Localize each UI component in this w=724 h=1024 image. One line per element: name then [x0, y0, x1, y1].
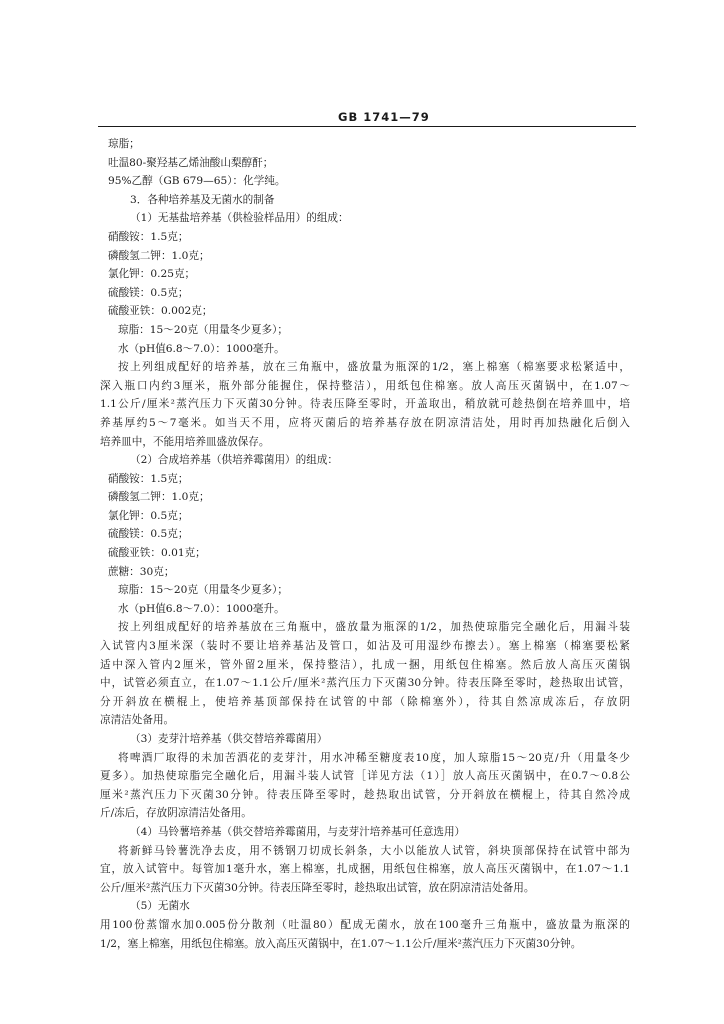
text-line: 夏多）。加热使琼脂完全融化后，用漏斗装人试管［详见方法（1）］放人高压灭菌锅中，在0.7～0.8公	[100, 770, 630, 783]
text-line: 硫酸亚铁：0.002克；	[108, 305, 213, 318]
text-line: 吐温80-聚羟基乙烯油酸山梨醇酐；	[108, 156, 274, 169]
text-line: 95%乙醇（GB 679—65）：化学纯。	[108, 175, 286, 188]
text-line: 硝酸铵：1.5克；	[108, 472, 189, 485]
text-line: 将新鲜马铃薯洗净去皮，用不锈钢刀切成长斜条，大小以能放人试管，斜块顶部保持在试管中部为	[118, 844, 630, 857]
text-line: 按上列组成配好的培养基，放在三角瓶中，盛放量为瓶深的1/2，塞上棉塞（棉塞要求松紧适中，	[118, 361, 630, 374]
text-line: 硫酸镁：0.5克；	[108, 286, 189, 299]
text-line: 中，试管必须直立，在1.07～1.1公斤/厘米²蒸汽压力下灭菌30分钟。待表压降至零时，趁热取出试管，	[100, 677, 630, 690]
text-line: 公斤/厘米²蒸汽压力下灭菌30分钟。待表压降至零时，趁热取出试管，放在阴凉清洁处备用。	[100, 881, 535, 894]
section-heading: （2）合成培养基（供培养霉菌用）的组成：	[130, 454, 339, 467]
text-line: 氯化钾：0.25克；	[108, 268, 196, 281]
text-line: 硫酸镁：0.5克；	[108, 528, 189, 541]
text-line: 厘米²蒸汽压力下灭菌30分钟。待表压降至零时，趁热取出试管，分开斜放在横棍上，待其自然冷成	[100, 788, 630, 801]
text-line: 将啤酒厂取得的未加苦酒花的麦芽汁，用水冲稀至糖度表10度，加人琼脂15～20克/升（用量冬少	[118, 751, 630, 764]
header-rule	[98, 126, 636, 127]
text-line: 宜，放入试管中。每管加1毫升水，塞上棉塞，扎成捆，用纸包住棉塞，放人高压灭菌锅中，在1.07～1.1	[100, 863, 630, 876]
text-line: 培养皿中，不能用培养皿盛放保存。	[100, 435, 270, 448]
text-line: 深入瓶口内约3厘米，瓶外部分能握住，保持整洁），用纸包住棉塞。放人高压灭菌锅中，在1.07～	[100, 379, 630, 392]
text-line: 琼脂；	[108, 138, 140, 150]
text-line: 磷酸氢二钾：1.0克；	[108, 491, 210, 504]
text-line: 分开斜放在横棍上，使培养基顶部保持在试管的中部（除棉塞外），待其自然凉成冻后，存放阴	[100, 695, 630, 708]
standard-code: GB 1741—79	[338, 110, 430, 124]
body-text	[100, 135, 630, 953]
text-line: 硝酸铵：1.5克；	[108, 230, 189, 243]
text-line: 磷酸氢二钾：1.0克；	[108, 249, 210, 262]
text-line: 斤/冻后，存放阴凉清洁处备用。	[100, 807, 252, 820]
text-line: 琼脂：15～20克（用量冬少夏多）；	[118, 323, 288, 336]
section-heading: （1）无基盐培养基（供检验样品用）的组成：	[130, 212, 349, 225]
text-line: 蔗糖：30克；	[108, 565, 175, 578]
text-line: 水（pH值6.8～7.0）：1000毫升。	[118, 342, 285, 355]
text-line: 适中深入管内2厘米，管外留2厘米，保持整洁），扎成一捆，用纸包住棉塞。然后放人高压灭菌锅	[100, 658, 630, 671]
text-line: 氯化钾：0.5克；	[108, 509, 189, 522]
section-heading: （4）马铃薯培养基（供交替培养霉菌用，与麦芽汁培养基可任意选用）	[130, 825, 466, 838]
text-line: 水（pH值6.8～7.0）：1000毫升。	[118, 602, 285, 615]
section-heading: （5）无菌水	[130, 900, 190, 913]
text-line: 养基厚约5～7毫米。如当天不用，应将灭菌后的培养基存放在阴凉清洁处，用时再加热融化后倒入	[100, 416, 630, 429]
text-line: 硫酸亚铁：0.01克；	[108, 547, 206, 560]
text-line: 凉清洁处备用。	[100, 714, 175, 727]
text-line: 1.1公斤/厘米²蒸汽压力下灭菌30分钟。待表压降至零时，开盖取出，稍放就可趁热倒在培养皿中，培	[100, 398, 630, 411]
text-line: 1/2，塞上棉塞，用纸包住棉塞。放入高压灭菌锅中，在1.07～1.1公斤/厘米²蒸汽压力下灭菌30分钟。	[100, 937, 582, 950]
text-line: 按上列组成配好的培养基放在三角瓶中，盛放量为瓶深的1/2，加热使琼脂完全融化后，用漏斗装	[118, 621, 630, 634]
section-heading: （3）麦芽汁培养基（供交替培养霉菌用）	[130, 733, 328, 745]
section-heading: 3．各种培养基及无菌水的制备	[130, 193, 275, 206]
text-line: 用100份蒸馏水加0.005份分散剂（吐温80）配成无菌水，放在100毫升三角瓶中，盛放量为瓶深的	[100, 918, 630, 931]
text-line: 琼脂：15～20克（用量冬少夏多）；	[118, 584, 288, 597]
text-line: 入试管内3厘米深（装时不要让培养基沾及管口，如沾及可用湿纱布擦去）。塞上棉塞（棉塞要松紧	[100, 640, 630, 653]
